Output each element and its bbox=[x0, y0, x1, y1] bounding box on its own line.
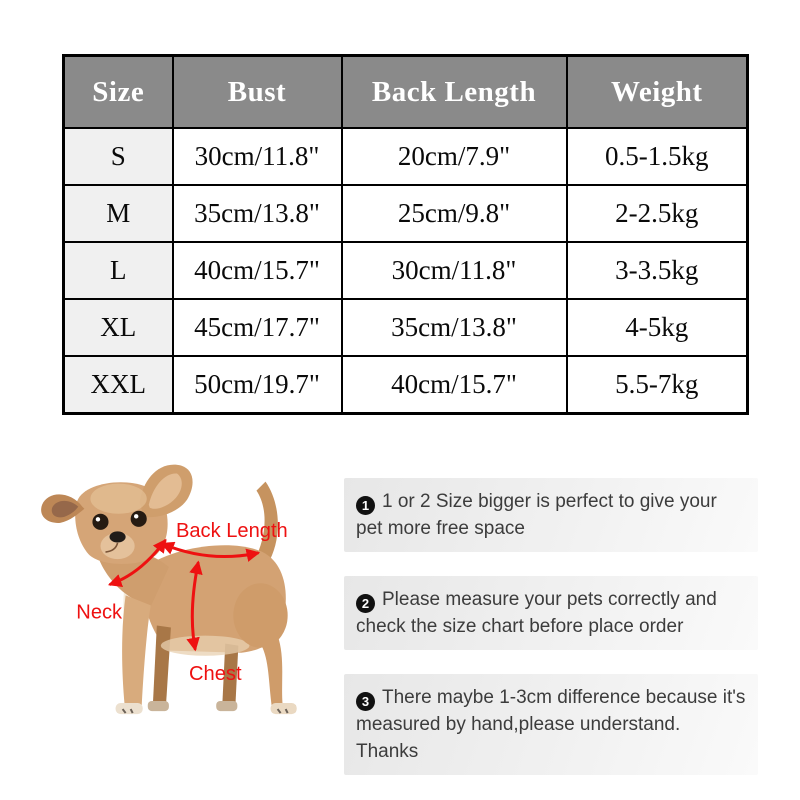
size-cell: L bbox=[64, 242, 173, 299]
dog-measurement-diagram bbox=[28, 455, 340, 790]
bust-cell: 45cm/17.7" bbox=[173, 299, 342, 356]
header-size: Size bbox=[64, 56, 173, 129]
header-row bbox=[64, 56, 748, 129]
bust-cell: 40cm/15.7" bbox=[173, 242, 342, 299]
bust-cell: 50cm/19.7" bbox=[173, 356, 342, 414]
note-text: 1 or 2 Size bigger is perfect to give your pet more free space bbox=[356, 491, 717, 539]
back-length-cell: 25cm/9.8" bbox=[342, 185, 567, 242]
back-length-label: Back Length bbox=[175, 519, 288, 542]
neck-label: Neck bbox=[76, 601, 123, 624]
note-number-badge: 1 bbox=[356, 496, 375, 515]
note-number-badge: 2 bbox=[356, 594, 375, 613]
chest-label: Chest bbox=[189, 662, 242, 685]
size-cell: S bbox=[64, 128, 173, 185]
note-item-2 bbox=[344, 576, 758, 650]
weight-cell: 2-2.5kg bbox=[567, 185, 748, 242]
chihuahua-dog bbox=[41, 465, 297, 714]
note-text: There maybe 1-3cm difference because it's measured by hand,please understand. Thanks bbox=[356, 687, 746, 762]
weight-cell: 4-5kg bbox=[567, 299, 748, 356]
back-length-cell: 40cm/15.7" bbox=[342, 356, 567, 414]
header-back-length: Back Length bbox=[342, 56, 567, 129]
note-item-3 bbox=[344, 674, 758, 775]
table-row-xxl bbox=[64, 356, 748, 414]
bust-cell: 35cm/13.8" bbox=[173, 185, 342, 242]
note-text: Please measure your pets correctly and check the size chart before place order bbox=[356, 589, 717, 637]
note-number-badge: 3 bbox=[356, 692, 375, 711]
table-row-l bbox=[64, 242, 748, 299]
header-bust: Bust bbox=[173, 56, 342, 129]
note-item-1 bbox=[344, 478, 758, 552]
header-weight: Weight bbox=[567, 56, 748, 129]
chihuahua-illustration bbox=[28, 455, 340, 790]
weight-cell: 0.5-1.5kg bbox=[567, 128, 748, 185]
notes-list bbox=[344, 478, 758, 799]
size-cell: XL bbox=[64, 299, 173, 356]
bust-cell: 30cm/11.8" bbox=[173, 128, 342, 185]
table-row-m bbox=[64, 185, 748, 242]
size-cell: M bbox=[64, 185, 173, 242]
weight-cell: 3-3.5kg bbox=[567, 242, 748, 299]
table-row-xl bbox=[64, 299, 748, 356]
table-row-s bbox=[64, 128, 748, 185]
back-length-cell: 20cm/7.9" bbox=[342, 128, 567, 185]
back-length-cell: 30cm/11.8" bbox=[342, 242, 567, 299]
size-cell: XXL bbox=[64, 356, 173, 414]
back-length-cell: 35cm/13.8" bbox=[342, 299, 567, 356]
size-chart-table bbox=[62, 54, 749, 415]
weight-cell: 5.5-7kg bbox=[567, 356, 748, 414]
